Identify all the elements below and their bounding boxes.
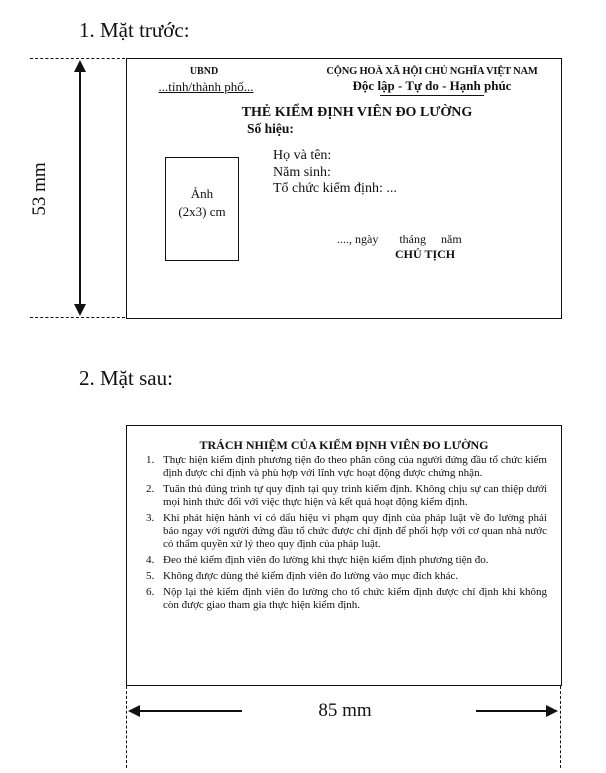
height-dimension-label: 53 mm [29,162,50,216]
issuer-line-2: ...tỉnh/thành phố... [158,79,254,94]
photo-size-label: (2x3) cm [178,204,226,219]
card-title: THẺ KIỂM ĐỊNH VIÊN ĐO LƯỜNG [241,105,473,120]
bottom-dimension-guide [30,317,125,318]
card-front [126,58,562,319]
arrow-right-icon [546,705,558,717]
duty-item: 1. Thực hiện kiểm định phương tiện đo theo phân công của người đứng đầu tổ chức kiểm định được chỉ định và phù hợp với lĩnh vực hoạt động được chứng nhận. [157,454,547,480]
back-side-heading: 2. Mặt sau: [79,366,173,390]
back-card-title: TRÁCH NHIỆM CỦA KIỂM ĐỊNH VIÊN ĐO LƯỜNG [199,438,489,452]
issue-date-line: ...., ngày tháng năm [337,232,462,246]
height-dimension-line [79,70,81,306]
top-dimension-guide [30,58,125,59]
birth-year-label: Năm sinh: [273,165,331,180]
width-dimension-line-left [138,710,242,712]
duty-item: 3. Khi phát hiện hành vi có dấu hiệu vi phạm quy định của pháp luật về đo lường phải báo ngay với người đứng đầu tổ chức được chỉ định để phối hợp với cơ quan nhà nước có thẩm quyền xử lý theo quy định của pháp luật. [157,512,547,551]
duties-list [127,454,547,615]
duty-item: 6. Nộp lại thẻ kiểm định viên đo lường cho tổ chức kiểm định được chỉ định khi không còn được giao tham gia thực hiện kiểm định. [157,586,547,612]
photo-placeholder [165,157,239,261]
national-motto-line-1: CỘNG HOÀ XÃ HỘI CHỦ NGHĨA VIỆT NAM [326,66,538,77]
photo-label: Ảnh [190,186,214,201]
left-dimension-guide [126,686,127,768]
card-back [126,425,562,686]
duty-item: 4. Đeo thẻ kiểm định viên đo lường khi thực hiện kiểm định phương tiện đo. [157,554,547,567]
width-dimension-label: 85 mm [318,700,372,721]
arrow-down-icon [74,304,86,316]
card-number-label: Số hiệu: [247,121,294,136]
national-motto-line-2: Độc lập - Tự do - Hạnh phúc [352,78,512,93]
front-side-heading: 1. Mặt trước: [79,18,190,42]
duty-item: 5. Không được dùng thẻ kiểm định viên đo lường vào mục đích khác. [157,570,547,583]
full-name-label: Họ và tên: [273,148,332,163]
issuer-line-1: UBND [189,66,219,77]
right-dimension-guide [560,686,561,768]
duty-item: 2. Tuân thủ đúng trình tự quy định tại quy trình kiểm định. Không chịu sự can thiệp dưới mọi hình thức đối với việc thực hiện và kết quả hoạt động kiểm định. [157,483,547,509]
width-dimension-line-right [476,710,548,712]
motto-underline [380,95,484,96]
organization-label: Tổ chức kiểm định: ... [273,181,397,196]
signer-title: CHỦ TỊCH [395,247,456,261]
